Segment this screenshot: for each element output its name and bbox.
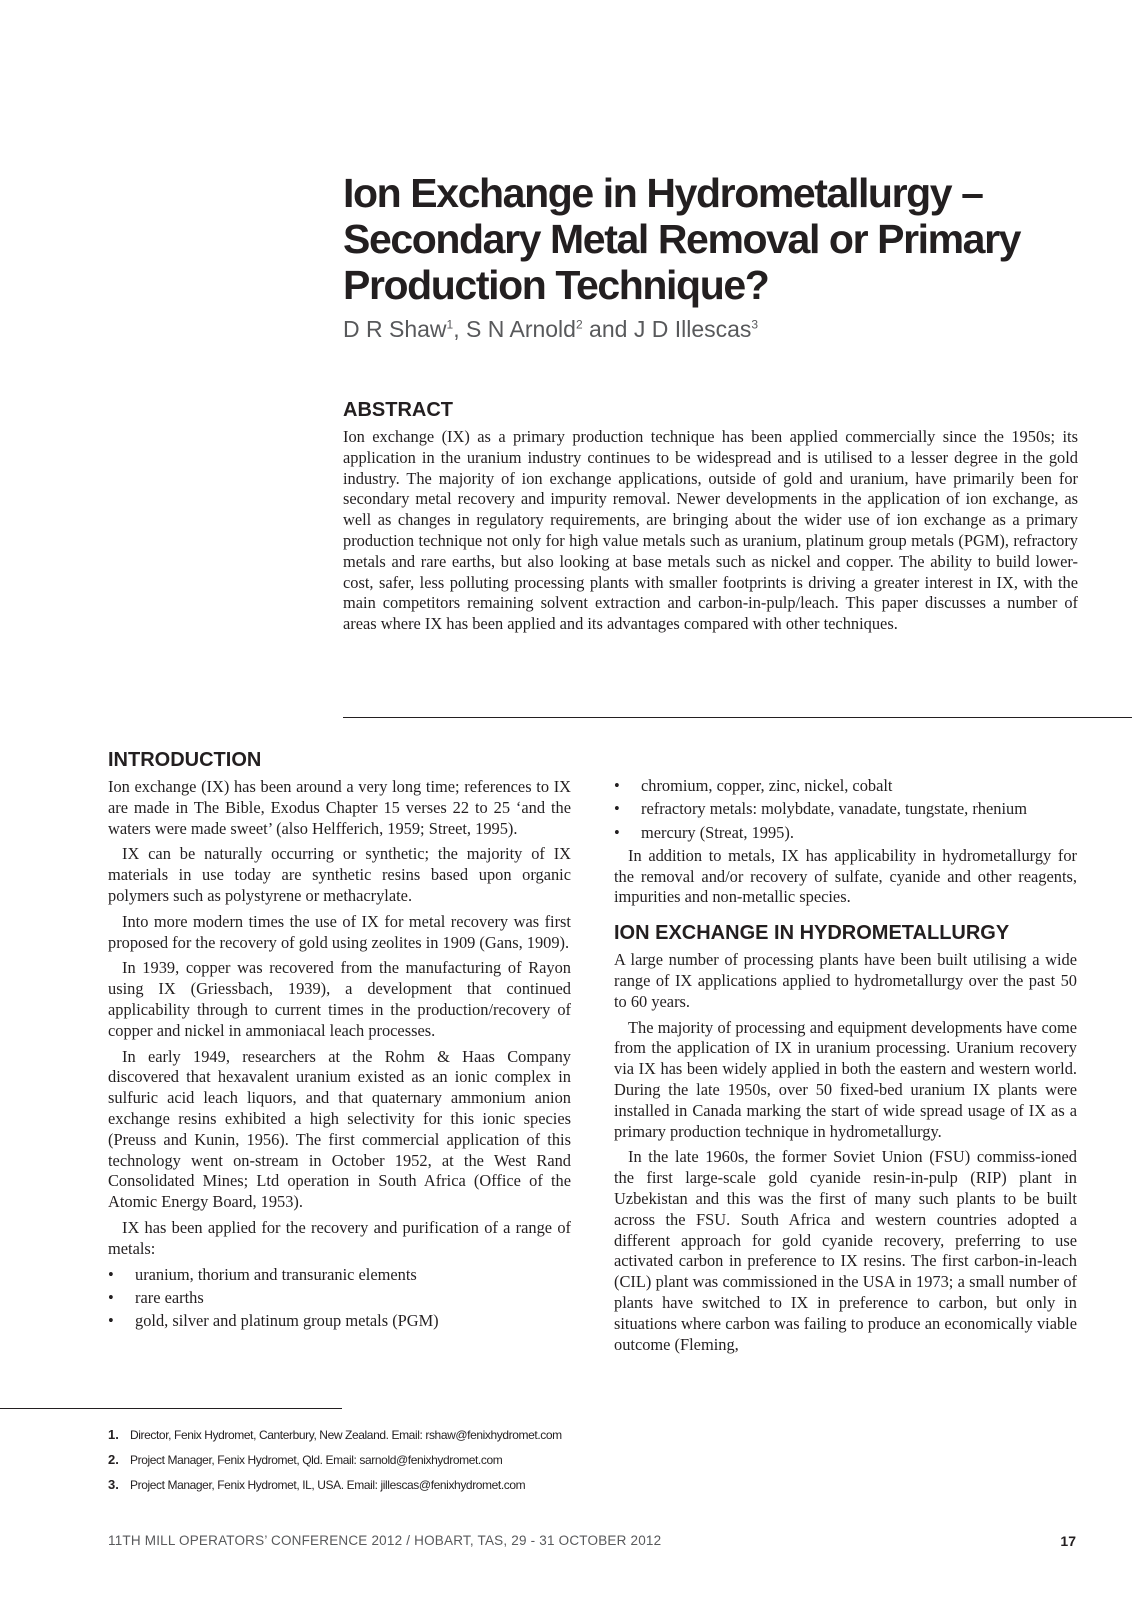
abstract-divider <box>343 717 1132 718</box>
author-name: S N Arnold <box>466 316 576 342</box>
body-paragraph: In addition to metals, IX has applicability in hydrometallurgy for the removal and/or recovery of sulfate, cyanide and other reagents, impurities and non-metallic species. <box>614 845 1077 907</box>
paper-title: Ion Exchange in Hydrometallurgy – Secondary Metal Removal or Primary Production Technique? <box>343 170 1021 308</box>
page-number: 17 <box>1060 1533 1076 1549</box>
bullet-icon: • <box>614 822 620 842</box>
bullet-icon: • <box>108 1287 114 1307</box>
abstract-text: Ion exchange (IX) as a primary production technique has been applied commercially since the 1950s; its application in the uranium industry continues to be widespread and is utilised to a lesser degree in the gold industry. The majority of ion exchange applications, outside of gold and uranium, have primarily been for secondary metal recovery and impurity removal. Newer developments in the application of ion exchange, as well as changes in regulatory requirements, are bringing about the wider use of ion exchange as a primary production technique not only for high value metals such as uranium, platinum group metals (PGM), refractory metals and rare earths, but also looking at base metals such as nickel and copper. The ability to build lower-cost, safer, less polluting processing plants with smaller footprints is driving a greater interest in IX, with the main competitors remaining solvent extraction and carbon-in-pulp/leach. This paper discusses a number of areas where IX has been applied and its advantages compared with other techniques. <box>343 427 1078 634</box>
author-separator: , <box>453 316 467 342</box>
author-affiliation-mark: 2 <box>575 317 583 332</box>
list-item-text: mercury (Streat, 1995). <box>641 822 794 842</box>
bullet-icon: • <box>614 799 620 819</box>
list-item-text: gold, silver and platinum group metals (PGM) <box>135 1311 439 1331</box>
list-item <box>614 776 1077 797</box>
list-item <box>108 1311 571 1332</box>
conference-footer: 11TH MILL OPERATORS’ CONFERENCE 2012 / HOBART, TAS, 29 - 31 OCTOBER 2012 <box>108 1533 662 1548</box>
list-item-text: chromium, copper, zinc, nickel, cobalt <box>641 776 893 795</box>
bullet-icon: • <box>614 776 620 795</box>
author-name: D R Shaw <box>343 316 447 342</box>
body-paragraph: In the late 1960s, the former Soviet Union (FSU) commiss-ioned the first large-scale gold cyanide resin-in-pulp (RIP) plant in Uzbekistan and this was the first of many such plants to be built across the FSU. South Africa and western countries adopted a different approach for gold cyanide recovery, preferring to use activated carbon in preference to IX resins. The first carbon-in-leach (CIL) plant was commissioned in the USA in 1973; a small number of plants have switched to IX in preference to carbon, but only in situations where carbon was failing to produce an economically viable outcome (Fleming, <box>614 1147 1077 1354</box>
body-paragraph: Ion exchange (IX) has been around a very long time; references to IX are made in The Bible, Exodus Chapter 15 verses 22 to 25 ‘and the waters were made sweet’ (also Helfferich, 1959; Street, 1995). <box>108 777 571 838</box>
list-item <box>108 1288 571 1309</box>
author-separator: and <box>582 316 634 342</box>
list-item-text: refractory metals: molybdate, vanadate, tungstate, rhenium <box>641 799 1027 819</box>
left-column <box>108 747 571 1334</box>
footnote-number: 1. <box>108 1427 119 1442</box>
list-item <box>614 823 1077 844</box>
author-list <box>343 314 1103 344</box>
footnote <box>108 1478 808 1503</box>
footnote-number: 3. <box>108 1477 119 1492</box>
metal-list <box>108 1265 571 1332</box>
body-paragraph: IX can be naturally occurring or synthetic; the majority of IX materials in use today are synthetic resins based upon organic polymers such as polystyrene or methacrylate. <box>108 844 571 905</box>
footnote-text: Director, Fenix Hydromet, Canterbury, New Zealand. Email: rshaw@fenixhydromet.com <box>130 1428 562 1442</box>
body-paragraph: Into more modern times the use of IX for metal recovery was first proposed for the recovery of gold using zeolites in 1909 (Gans, 1909). <box>108 911 571 952</box>
list-item <box>108 1265 571 1286</box>
footnotes <box>108 1428 808 1503</box>
author-name: J D Illescas <box>633 316 752 342</box>
metal-list-continued <box>614 776 1077 843</box>
footnote-text: Project Manager, Fenix Hydromet, Qld. Email: sarnold@fenixhydromet.com <box>130 1453 503 1467</box>
list-item-text: rare earths <box>135 1287 204 1307</box>
author-affiliation-mark: 1 <box>446 317 454 332</box>
body-paragraph: IX has been applied for the recovery and purification of a range of metals: <box>108 1217 571 1258</box>
list-item-text: uranium, thorium and transuranic elements <box>135 1264 417 1284</box>
title-block <box>343 170 1103 344</box>
introduction-heading: INTRODUCTION <box>108 749 262 771</box>
footnote <box>108 1428 808 1453</box>
footnote-divider <box>0 1408 342 1409</box>
footnote <box>108 1453 808 1478</box>
bullet-icon: • <box>108 1311 114 1331</box>
abstract-heading: ABSTRACT <box>343 399 453 421</box>
body-paragraph: The majority of processing and equipment developments have come from the application of IX in uranium processing. Uranium recovery via IX has been widely applied in both the eastern and western world. During the late 1950s, over 50 fixed-bed uranium IX plants were installed in Canada marking the start of wide spread usage of IX as a primary production technique in hydrometallurgy. <box>614 1017 1077 1141</box>
bullet-icon: • <box>108 1264 114 1284</box>
footnote-text: Project Manager, Fenix Hydromet, IL, USA. Email: jillescas@fenixhydromet.com <box>130 1478 526 1492</box>
right-column <box>614 776 1077 1360</box>
body-paragraph: In 1939, copper was recovered from the manufacturing of Rayon using IX (Griessbach, 1939), a development that continued applicability through to current times in the production/recovery of copper and nickel in ammoniacal leach processes. <box>108 958 571 1040</box>
body-paragraph: In early 1949, researchers at the Rohm & Haas Company discovered that hexavalent uranium existed as an ionic complex in sulfuric acid leach liquors, and that quaternary ammonium anion exchange resins exhibited a high selectivity for this ionic species (Preuss and Kunin, 1956). The first commercial application of this technology went on-stream in October 1952, at the West Rand Consolidated Mines; Ltd operation in South Africa (Office of the Atomic Energy Board, 1953). <box>108 1046 571 1212</box>
footnote-number: 2. <box>108 1452 119 1467</box>
ix-section-heading: ION EXCHANGE IN HYDROMETALLURGY <box>614 922 1010 945</box>
author-affiliation-mark: 3 <box>751 317 759 332</box>
abstract-section <box>343 397 1078 635</box>
list-item <box>614 799 1077 820</box>
body-paragraph: A large number of processing plants have been built utilising a wide range of IX applications applied to hydrometallurgy over the past 50 to 60 years. <box>614 950 1077 1011</box>
